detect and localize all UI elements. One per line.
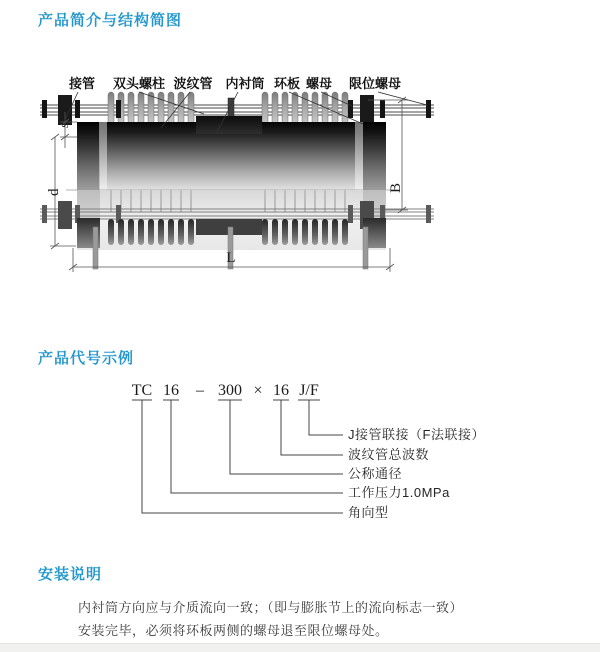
label-bellows: 波纹管 <box>173 76 213 91</box>
label-double-end-stud: 双头螺柱 <box>112 76 166 91</box>
section-title-install: 安装说明 <box>38 566 103 583</box>
code-segment-diameter: 300 <box>218 382 242 399</box>
label-inner-liner: 内衬筒 <box>225 76 265 91</box>
code-segment-dash: – <box>196 382 204 399</box>
code-segment-waves: 16 <box>273 382 289 399</box>
joint-body-upper <box>77 116 386 190</box>
install-line-1: 内衬筒方向应与介质流向一致；（即与膨胀节上的流向标志一致） <box>78 600 464 615</box>
code-callout-waves: 波纹管总波数 <box>348 447 430 462</box>
dim-label-d: d <box>46 188 62 196</box>
label-nut: 螺母 <box>305 76 333 91</box>
tie-rod-top <box>40 105 434 115</box>
section-title-intro: 产品简介与结构简图 <box>38 12 183 29</box>
code-segment-type: TC <box>131 382 153 399</box>
code-branch-lines <box>142 400 343 513</box>
label-ring-plate: 环板 <box>273 76 301 91</box>
ring-plate-right <box>360 95 374 125</box>
code-segment-times: × <box>253 382 263 399</box>
code-callout-pressure: 工作压力1.0MPa <box>348 485 450 500</box>
code-segment-pressure: 16 <box>163 382 179 399</box>
dim-label-B: B <box>388 182 404 193</box>
install-instructions <box>78 596 558 642</box>
dim-label-s: s <box>56 122 71 128</box>
dim-label-L: L <box>226 250 236 266</box>
page-footer-strip <box>0 643 600 652</box>
bellows-bottom-left <box>108 219 194 245</box>
structure-diagram <box>30 62 480 277</box>
label-limit-nut: 限位螺母 <box>348 76 402 91</box>
section-title-code: 产品代号示例 <box>38 350 135 367</box>
code-callout-connection: J接管联接（F法联接） <box>348 427 485 442</box>
code-callout-type: 角向型 <box>348 505 389 520</box>
code-callout-diameter: 公称通径 <box>348 466 403 481</box>
bellows-group-right <box>262 92 348 124</box>
bellows-bottom-right <box>262 219 348 245</box>
install-line-2: 安装完毕，必须将环板两侧的螺母退至限位螺母处。 <box>78 623 389 638</box>
code-segment-connection: J/F <box>299 382 319 399</box>
label-connection-pipe: 接管 <box>68 76 96 91</box>
product-code-diagram <box>30 375 570 525</box>
